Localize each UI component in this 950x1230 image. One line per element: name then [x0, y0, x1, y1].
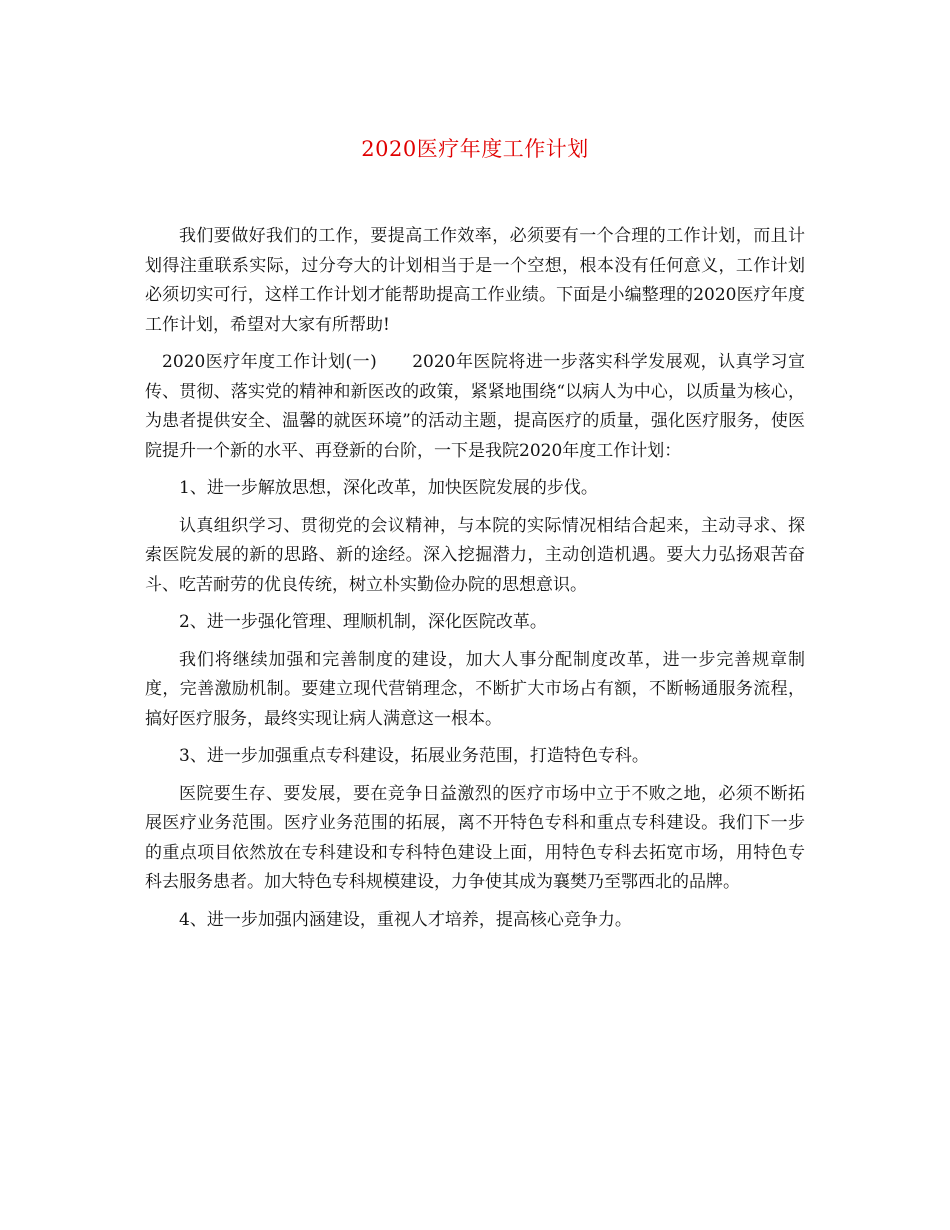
- intro-paragraph: 我们要做好我们的工作，要提高工作效率，必须要有一个合理的工作计划，而且计划得注重联系实际，过分夸大的计划相当于是一个空想，根本没有任何意义，工作计划必须切实可行，这样工作计划才能帮助提高工作业绩。下面是小编整理的2020医疗年度工作计划，希望对大家有所帮助!: [145, 226, 805, 335]
- section-heading-3: 3、进一步加强重点专科建设，拓展业务范围，打造特色专科。: [179, 746, 649, 766]
- section-paragraph-2: 我们将继续加强和完善制度的建设，加大人事分配制度改革，进一步完善规章制度，完善激励机制。要建立现代营销理念，不断扩大市场占有额，不断畅通服务流程，搞好医疗服务，最终实现让病人满意这一根本。: [145, 649, 805, 729]
- section-paragraph-1: 认真组织学习、贯彻党的会议精神，与本院的实际情况相结合起来，主动寻求、探索医院发展的新的思路、新的途经。深入挖掘潜力，主动创造机遇。要大力弘扬艰苦奋斗、吃苦耐劳的优良传统，树立朴实勤俭办院的思想意识。: [145, 515, 805, 595]
- document-title: 2020医疗年度工作计划: [361, 137, 589, 161]
- section-heading-4: 4、进一步加强内涵建设，重视人才培养，提高核心竞争力。: [179, 909, 632, 930]
- section-heading-2: 2、进一步强化管理、理顺机制，深化医院改革。: [179, 612, 547, 632]
- section-paragraph-3: 医院要生存、要发展，要在竞争日益激烈的医疗市场中立于不败之地，必须不断拓展医疗业务范围。医疗业务范围的拓展，离不开特色专科和重点专科建设。我们下一步的重点项目依然放在专科建设和专科特色建设上面，用特色专科去拓宽市场，用特色专科去服务患者。加大特色专科规模建设，力争使其成为襄樊乃至鄂西北的品牌。: [145, 783, 805, 892]
- document-body: [145, 222, 805, 935]
- plan-intro-paragraph: 2020医疗年度工作计划(一) 2020年医院将进一步落实科学发展观，认真学习宣传、贯彻、落实党的精神和新医改的政策，紧紧地围绕“以病人为中心，以质量为核心，为患者提供安全、温馨的就医环境”的活动主题，提高医疗的质量，强化医疗服务，使医院提升一个新的水平、再登新的台阶，一下是我院2020年度工作计划：: [145, 352, 805, 461]
- section-heading-1: 1、进一步解放思想，深化改革，加快医院发展的步伐。: [179, 478, 598, 498]
